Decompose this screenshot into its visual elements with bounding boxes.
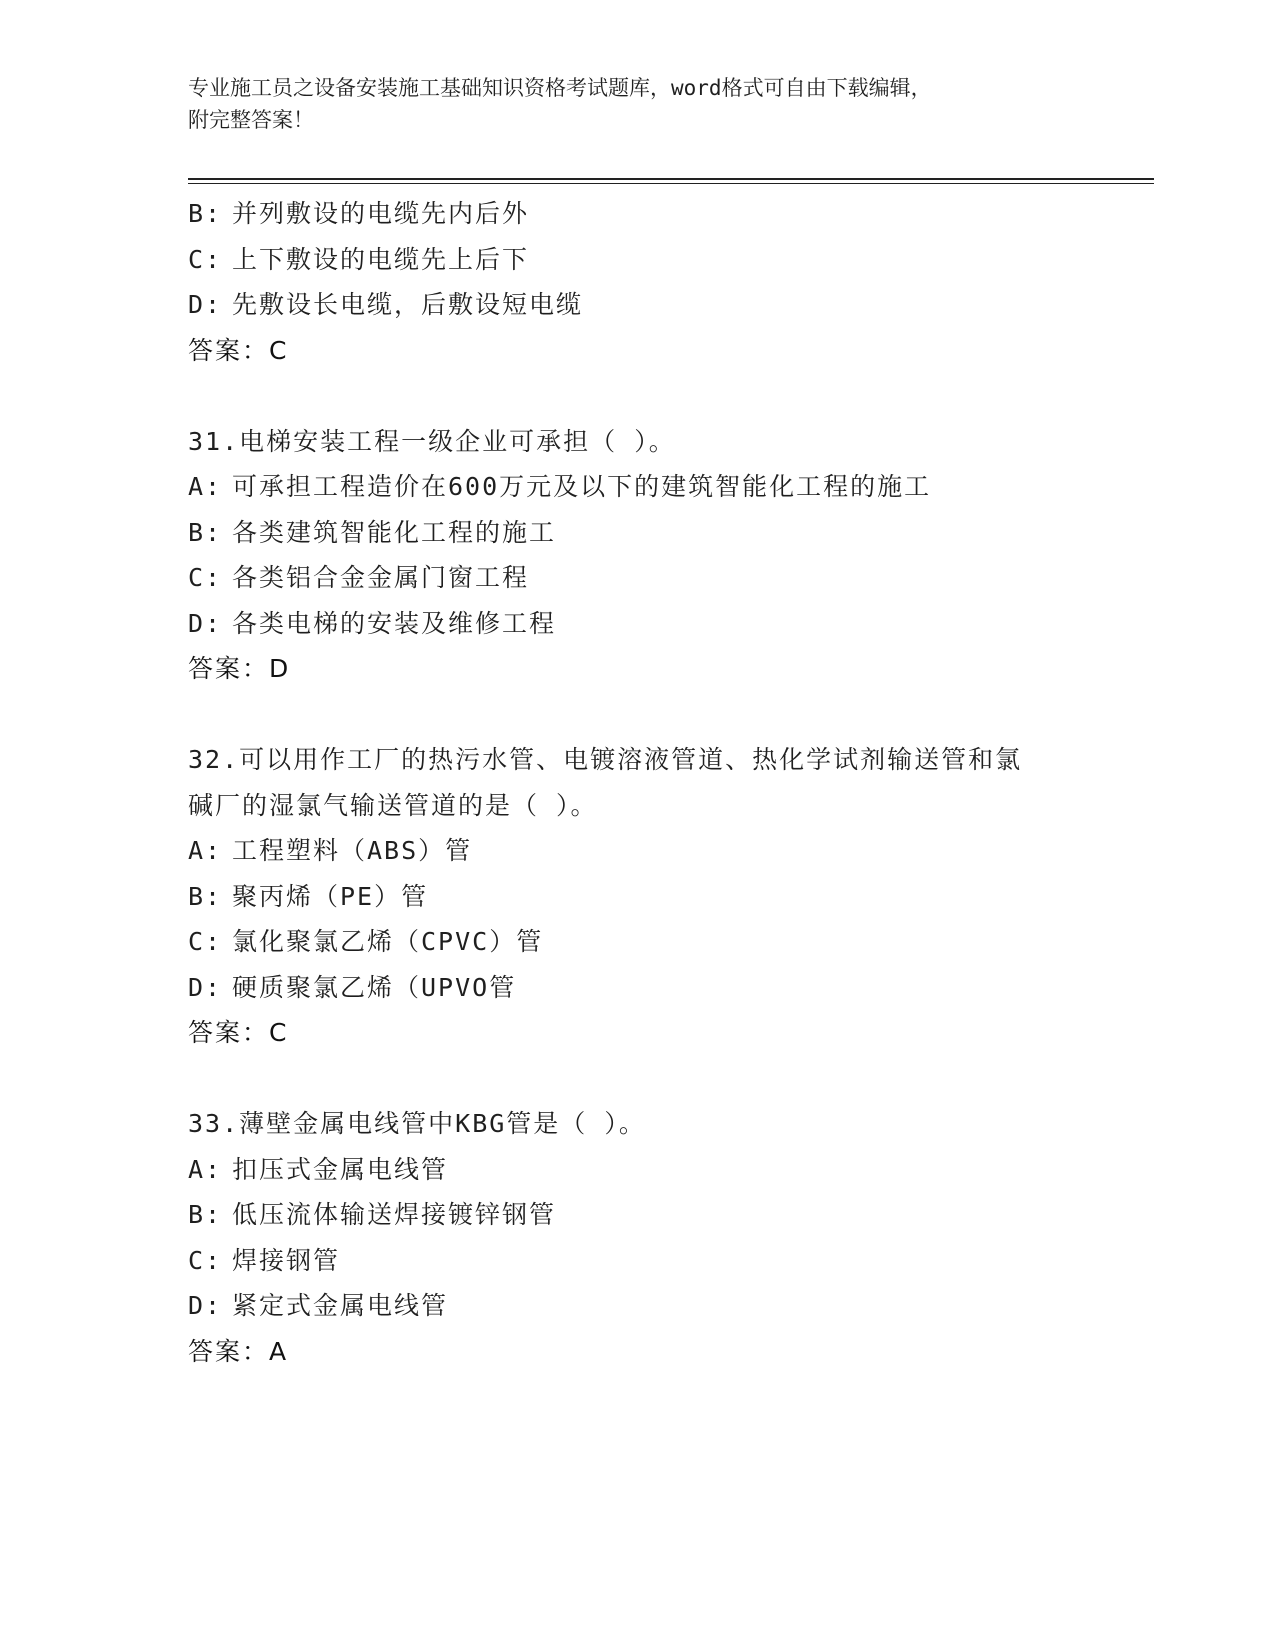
option-item [188,919,1108,965]
option-text: 各类建筑智能化工程的施工 [232,517,557,547]
option-letter: C: [188,1245,223,1275]
option-text: 工程塑料（ABS）管 [232,836,473,865]
answer-line: 答案：C [188,1018,289,1047]
option-item [188,828,1108,874]
question-separator [188,1056,1108,1102]
option-item [188,874,1108,920]
answer-line: 答案：D [188,654,291,683]
option-item [188,601,1108,647]
answer-line: 答案：C [188,335,289,365]
option-letter: D: [188,972,223,1002]
option-text: 氯化聚氯乙烯（CPVC）管 [232,927,544,956]
option-text: 先敷设长电缆，后敷设短电缆 [232,290,584,319]
option-item [188,464,1108,510]
option-item [188,965,1108,1011]
option-letter: B: [188,517,223,547]
continued-question-block [188,191,1108,373]
option-text: 并列敷设的电缆先内后外 [232,199,530,228]
option-text: 低压流体输送焊接镀锌钢管 [232,1200,557,1229]
option-item [188,1147,1108,1193]
option-text: 紧定式金属电线管 [232,1291,449,1320]
document-header [188,72,1088,136]
option-letter: A: [188,472,223,501]
option-letter: D: [188,608,223,638]
option-text: 焊接钢管 [232,1245,341,1275]
option-letter: B: [188,1200,223,1229]
option-letter: A: [188,1154,223,1184]
option-letter: C: [188,244,223,274]
option-letter: C: [188,927,223,956]
question-block-32 [188,737,1108,1056]
header-divider-thin [188,183,1154,184]
option-letter: D: [188,290,223,319]
question-separator [188,373,1108,419]
option-text: 各类电梯的安装及维修工程 [232,608,557,638]
option-text: 聚丙烯（PE）管 [232,881,429,911]
header-divider-thick [188,178,1154,180]
option-item [188,1283,1108,1329]
option-letter: B: [188,199,223,228]
header-line-2: 附完整答案！ [188,108,314,132]
question-block-33 [188,1101,1108,1374]
option-item [188,510,1108,556]
question-list [188,191,1108,1374]
option-letter: B: [188,881,223,911]
option-letter: D: [188,1291,223,1320]
option-item [188,555,1108,601]
option-letter: A: [188,836,223,865]
header-line-1: 专业施工员之设备安装施工基础知识资格考试题库，word格式可自由下载编辑， [188,76,932,100]
question-stem-continued: 碱厂的湿氯气输送管道的是（ ）。 [188,790,598,820]
answer-line: 答案：A [188,1336,289,1366]
option-item [188,237,1108,283]
question-block-31 [188,419,1108,692]
question-stem: 33.薄壁金属电线管中KBG管是（ ）。 [188,1109,646,1138]
option-text: 扣压式金属电线管 [232,1154,449,1184]
option-letter: C: [188,563,223,592]
question-stem: 31.电梯安装工程一级企业可承担（ ）。 [188,426,676,456]
option-item [188,191,1108,237]
option-text: 上下敷设的电缆先上后下 [232,244,530,274]
question-stem: 32.可以用作工厂的热污水管、电镀溶液管道、热化学试剂输送管和氯 [188,745,1023,774]
option-item [188,282,1108,328]
option-text: 各类铝合金金属门窗工程 [232,563,530,592]
option-text: 硬质聚氯乙烯（UPVO管 [232,972,517,1002]
option-item [188,1238,1108,1284]
option-text: 可承担工程造价在600万元及以下的建筑智能化工程的施工 [232,472,932,501]
option-item [188,1192,1108,1238]
question-separator [188,692,1108,738]
